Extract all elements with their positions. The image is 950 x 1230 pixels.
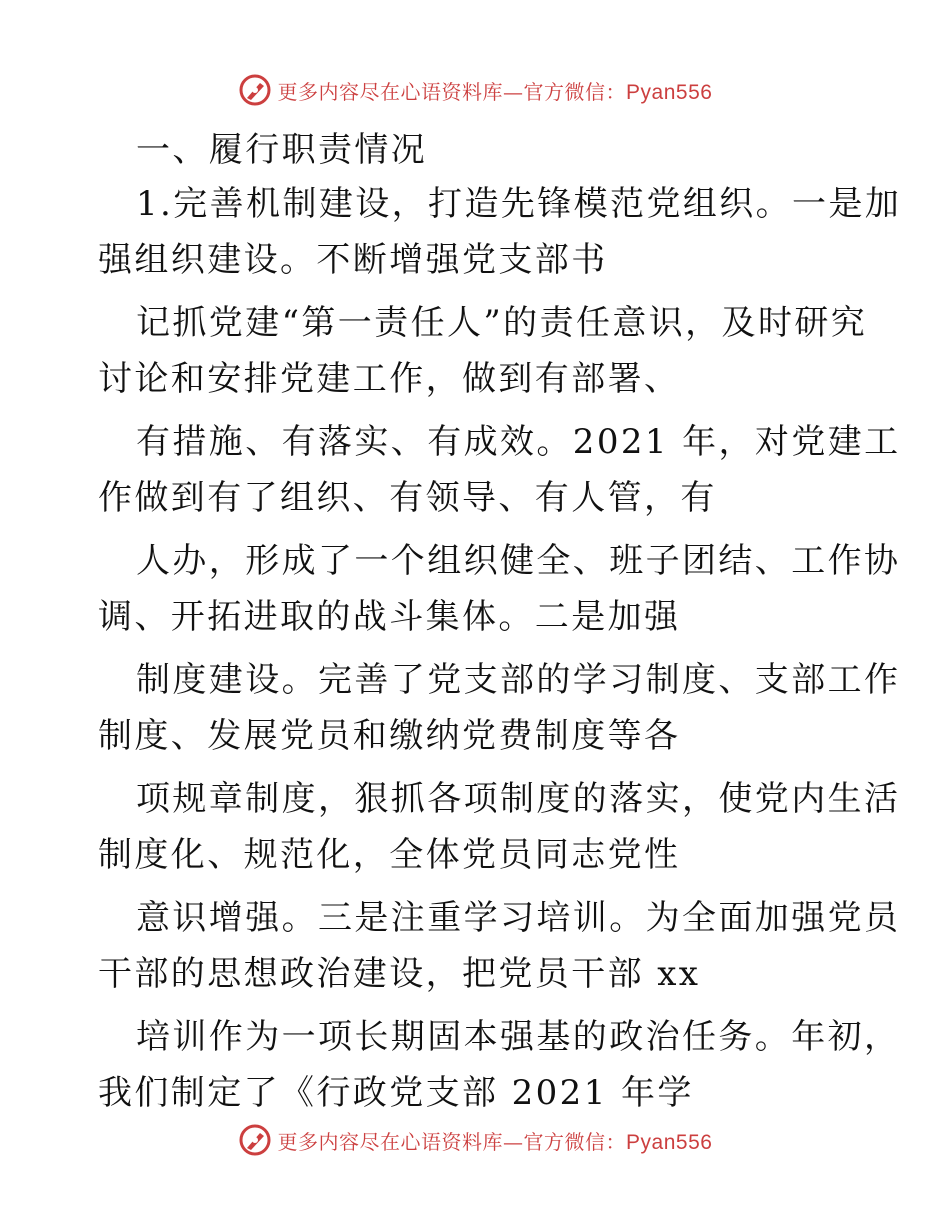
paragraph-line: 讨论和安排党建工作，做到有部署、 — [98, 359, 681, 399]
paragraph-line: 我们制定了《行政党支部 2021 年学 — [98, 1073, 694, 1113]
paragraph-line: 制度化、规范化，全体党员同志党性 — [98, 835, 681, 875]
pen-circle-icon — [238, 73, 272, 107]
paragraph-line: 记抓党建“第一责任人”的责任意识，及时研究 — [136, 303, 868, 343]
paragraph-line: 有措施、有落实、有成效。2021 年，对党建工 — [136, 422, 901, 462]
paragraph-line: 作做到有了组织、有领导、有人管，有 — [98, 478, 717, 518]
paragraph-line: 项规章制度，狠抓各项制度的落实，使党内生活 — [136, 779, 901, 819]
paragraph-line: 1.完善机制建设，打造先锋模范党组织。一是加 — [136, 184, 902, 224]
pen-circle-icon — [238, 1123, 272, 1157]
footer-banner-label: 更多内容尽在心语资料库—官方微信： — [277, 1129, 627, 1154]
paragraph-line: 制度、发展党员和缴纳党费制度等各 — [98, 716, 681, 756]
paragraph-line: 干部的思想政治建设，把党员干部 xx — [98, 954, 701, 994]
paragraph-line: 人办，形成了一个组织健全、班子团结、工作协 — [136, 541, 901, 581]
header-wechat-account: Pyan556 — [626, 80, 713, 104]
header-banner-label: 更多内容尽在心语资料库—官方微信： — [277, 79, 627, 104]
paragraph-line: 培训作为一项长期固本强基的政治任务。年初， — [136, 1017, 901, 1057]
footer-banner — [0, 1120, 950, 1160]
header-banner-text — [278, 76, 713, 105]
section-heading: 一、履行职责情况 — [136, 130, 428, 170]
header-banner — [0, 70, 950, 110]
paragraph-line: 意识增强。三是注重学习培训。为全面加强党员 — [136, 898, 901, 938]
paragraph-line: 强组织建设。不断增强党支部书 — [98, 240, 608, 280]
footer-banner-text — [278, 1126, 713, 1155]
footer-wechat-account: Pyan556 — [626, 1130, 713, 1154]
paragraph-line: 调、开拓进取的战斗集体。二是加强 — [98, 597, 681, 637]
paragraph-line: 制度建设。完善了党支部的学习制度、支部工作 — [136, 660, 901, 700]
